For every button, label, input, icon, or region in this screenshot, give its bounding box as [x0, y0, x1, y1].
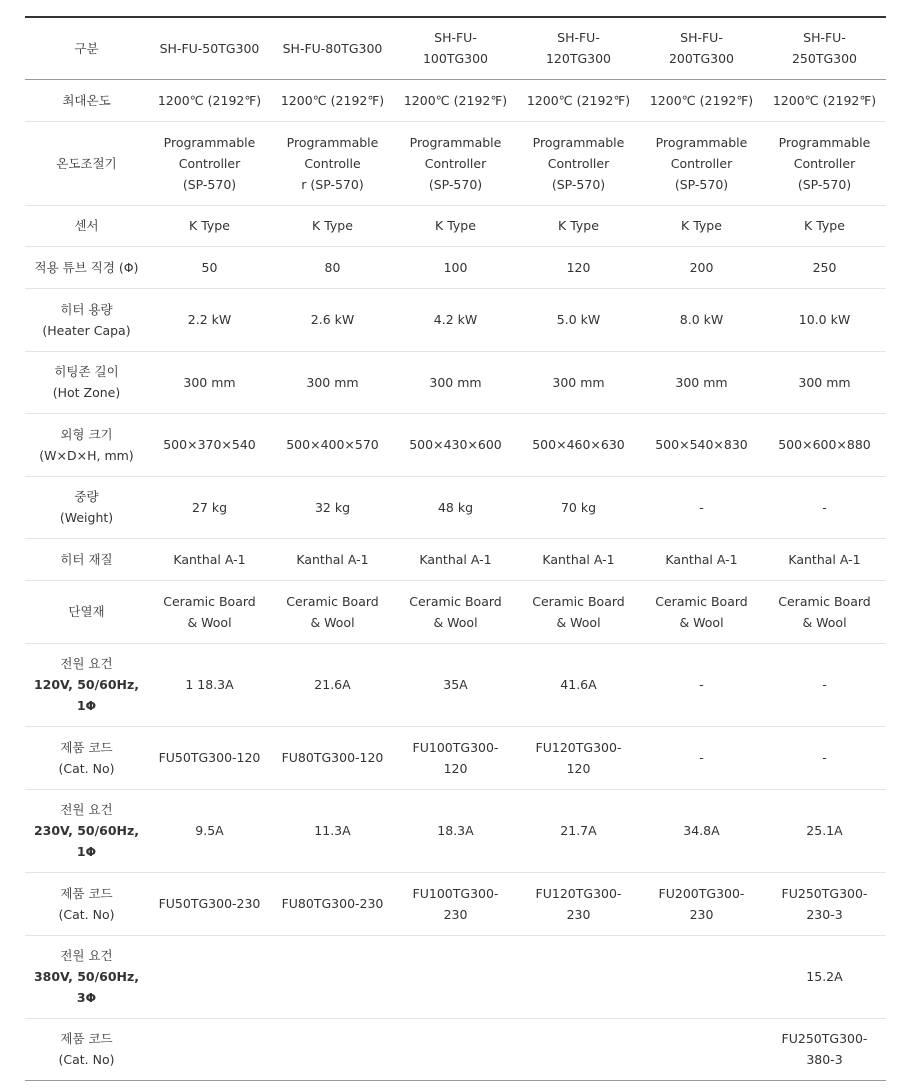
spec-value-cell — [271, 726, 394, 789]
spec-value-cell — [763, 726, 886, 789]
spec-value: 2.6 kW — [310, 312, 355, 327]
spec-row-power-380v — [25, 935, 886, 1018]
spec-value: K Type — [435, 218, 476, 233]
spec-value-cell — [640, 580, 763, 643]
row-label-line: (Heater Capa) — [42, 322, 131, 338]
spec-value: 35A — [443, 677, 468, 692]
spec-value-cell — [394, 789, 517, 872]
spec-value: Programmable — [655, 134, 748, 150]
spec-value-cell — [148, 288, 271, 351]
row-label-line: 중량 — [74, 489, 99, 504]
spec-value: 21.6A — [314, 677, 351, 692]
spec-value: FU250TG300- — [781, 1031, 868, 1046]
spec-value: 300 mm — [183, 374, 236, 390]
spec-value-cell — [763, 538, 886, 580]
row-label-line: 최대온도 — [62, 92, 111, 108]
spec-value-cell — [148, 205, 271, 246]
spec-value-cell — [640, 643, 763, 726]
spec-value: Programmable — [532, 134, 625, 150]
spec-value: Kanthal A-1 — [173, 551, 246, 567]
spec-value-cell — [640, 872, 763, 935]
row-label — [25, 872, 148, 935]
row-label-line: 1Φ — [76, 844, 97, 859]
spec-value: 120 — [566, 259, 591, 275]
row-label — [25, 288, 148, 351]
spec-value: Kanthal A-1 — [419, 551, 492, 567]
spec-value-cell — [763, 643, 886, 726]
spec-row-hot-zone — [25, 351, 886, 413]
spec-value: FU80TG300-230 — [281, 896, 384, 911]
spec-value-cell — [640, 476, 763, 538]
spec-value-cell — [517, 538, 640, 580]
row-label-line: 단열재 — [68, 604, 105, 619]
row-label-line: 적용 튜브 직경 (Φ) — [34, 259, 139, 275]
spec-value: 120 — [566, 760, 591, 776]
spec-value-cell — [763, 205, 886, 246]
model-header — [517, 17, 640, 79]
spec-value-cell — [148, 872, 271, 935]
spec-row-power-230v — [25, 789, 886, 872]
spec-value: 500×400×570 — [286, 437, 379, 452]
spec-value: 80 — [324, 259, 341, 275]
spec-value-cell — [271, 872, 394, 935]
spec-value: - — [822, 750, 827, 765]
spec-row-controller — [25, 121, 886, 205]
row-label-line: (Cat. No) — [58, 906, 115, 922]
model-header — [394, 17, 517, 79]
spec-value: - — [699, 750, 704, 765]
spec-value: 10.0 kW — [798, 312, 851, 327]
spec-value-cell — [271, 643, 394, 726]
row-label — [25, 789, 148, 872]
spec-value: Programmable — [778, 134, 871, 150]
spec-value: 300 mm — [798, 374, 851, 390]
spec-value-cell — [394, 538, 517, 580]
spec-value: 11.3A — [314, 823, 351, 838]
spec-value: Ceramic Board — [286, 593, 379, 609]
spec-value-cell — [148, 538, 271, 580]
spec-value-cell — [148, 580, 271, 643]
spec-value: 1200℃ (2192℉) — [649, 92, 754, 108]
spec-value-cell — [517, 79, 640, 121]
model-name: SH-FU- — [557, 30, 600, 46]
model-name: SH-FU- — [680, 30, 723, 46]
spec-value: 1200℃ (2192℉) — [280, 92, 385, 108]
row-label-line: 1Φ — [76, 698, 97, 713]
spec-value-cell — [763, 246, 886, 288]
spec-value: Programmable — [163, 134, 256, 150]
row-label — [25, 580, 148, 643]
spec-value: FU80TG300-120 — [281, 750, 384, 765]
spec-value: r (SP-570) — [301, 176, 364, 192]
spec-value: 230 — [689, 906, 714, 922]
spec-row-dimensions — [25, 413, 886, 476]
spec-value-cell — [763, 789, 886, 872]
spec-value-cell — [517, 246, 640, 288]
spec-value: 1200℃ (2192℉) — [526, 92, 631, 108]
spec-value: 27 kg — [191, 499, 228, 515]
spec-value-cell — [763, 79, 886, 121]
spec-row-heater-material — [25, 538, 886, 580]
spec-value-cell — [640, 351, 763, 413]
row-label — [25, 205, 148, 246]
spec-value-cell — [517, 351, 640, 413]
spec-value-cell — [271, 935, 394, 1018]
spec-value: (SP-570) — [674, 176, 729, 192]
spec-value-cell — [763, 351, 886, 413]
spec-value: 9.5A — [195, 823, 224, 838]
spec-value: & Wool — [187, 614, 232, 630]
spec-value-cell — [271, 476, 394, 538]
row-label — [25, 1018, 148, 1080]
spec-value-cell — [394, 79, 517, 121]
row-label-line: 전원 요건 — [60, 802, 113, 817]
spec-value-cell — [640, 79, 763, 121]
spec-value: K Type — [558, 218, 599, 233]
spec-value-cell — [640, 413, 763, 476]
spec-value-cell — [394, 726, 517, 789]
spec-value: 380-3 — [806, 1052, 843, 1067]
spec-value-cell — [271, 1018, 394, 1080]
spec-value-cell — [394, 351, 517, 413]
spec-value: 1200℃ (2192℉) — [772, 92, 877, 108]
spec-value-cell — [271, 538, 394, 580]
spec-value-cell — [394, 935, 517, 1018]
spec-value: K Type — [681, 218, 722, 233]
row-label-line: (W×D×H, mm) — [39, 447, 134, 463]
spec-value: 2.2 kW — [187, 312, 232, 327]
spec-value: & Wool — [802, 614, 847, 630]
spec-value: FU100TG300- — [412, 885, 499, 901]
spec-value-cell — [640, 726, 763, 789]
spec-value: 500×370×540 — [163, 437, 256, 452]
spec-value-cell — [271, 205, 394, 246]
spec-value-cell — [148, 1018, 271, 1080]
spec-value-cell — [517, 726, 640, 789]
spec-value: 18.3A — [437, 823, 474, 838]
spec-value-cell — [394, 288, 517, 351]
spec-value: 1200℃ (2192℉) — [157, 92, 262, 108]
row-label — [25, 413, 148, 476]
spec-value-cell — [640, 538, 763, 580]
spec-value: 34.8A — [683, 823, 720, 838]
model-name: SH-FU-80TG300 — [282, 40, 383, 56]
spec-value: 500×540×830 — [655, 437, 748, 452]
row-label-line: 제품 코드 — [60, 1031, 113, 1046]
row-label-line: 제품 코드 — [60, 739, 113, 755]
spec-value: Kanthal A-1 — [665, 551, 738, 567]
spec-value: 25.1A — [806, 823, 843, 838]
spec-value-cell — [148, 935, 271, 1018]
spec-value: Ceramic Board — [163, 593, 256, 609]
spec-value-cell — [640, 246, 763, 288]
spec-value-cell — [148, 476, 271, 538]
spec-value: 4.2 kW — [433, 312, 478, 327]
spec-value-cell — [763, 1018, 886, 1080]
spec-value: 500×460×630 — [532, 437, 625, 452]
spec-row-power-120v — [25, 643, 886, 726]
spec-value: 48 kg — [437, 499, 474, 515]
spec-value-cell — [517, 643, 640, 726]
spec-value: (SP-570) — [551, 176, 606, 192]
spec-value-cell — [394, 413, 517, 476]
row-label-line: 전원 요건 — [60, 656, 113, 671]
spec-body — [25, 79, 886, 1080]
spec-value-cell — [640, 789, 763, 872]
spec-value: Programmable — [286, 134, 379, 150]
row-label — [25, 476, 148, 538]
row-label-line: 3Φ — [76, 990, 97, 1005]
row-label — [25, 79, 148, 121]
spec-value-cell — [394, 121, 517, 205]
spec-value-cell — [271, 246, 394, 288]
spec-row-sensor — [25, 205, 886, 246]
spec-value: K Type — [189, 218, 230, 233]
row-label-line: 120V, 50/60Hz, — [33, 677, 140, 692]
model-name: 120TG300 — [545, 51, 612, 67]
spec-value: (SP-570) — [797, 176, 852, 192]
spec-value: Controller — [424, 155, 487, 171]
row-label — [25, 935, 148, 1018]
row-label-line: 온도조절기 — [56, 155, 117, 171]
spec-row-tube-diameter — [25, 246, 886, 288]
spec-value: Ceramic Board — [532, 593, 625, 609]
spec-value: 500×430×600 — [409, 437, 502, 452]
spec-value: Kanthal A-1 — [788, 551, 861, 567]
model-name: 200TG300 — [668, 51, 735, 67]
spec-value: 32 kg — [314, 499, 351, 515]
spec-value: & Wool — [433, 614, 478, 630]
spec-value-cell — [148, 726, 271, 789]
spec-value: - — [822, 499, 827, 515]
spec-value: 70 kg — [560, 499, 597, 515]
spec-value: K Type — [804, 218, 845, 233]
spec-value: - — [699, 677, 704, 692]
spec-row-heater-capa — [25, 288, 886, 351]
spec-value-cell — [148, 643, 271, 726]
spec-value-cell — [148, 413, 271, 476]
spec-value-cell — [517, 288, 640, 351]
spec-value: 120 — [443, 760, 468, 776]
row-label — [25, 643, 148, 726]
row-label-line: (Cat. No) — [58, 1052, 115, 1067]
spec-value: 1 18.3A — [185, 677, 234, 692]
spec-value-cell — [640, 1018, 763, 1080]
spec-value-cell — [271, 121, 394, 205]
spec-value-cell — [517, 413, 640, 476]
spec-value-cell — [394, 476, 517, 538]
row-label-line: 380V, 50/60Hz, — [33, 969, 140, 984]
spec-value-cell — [394, 246, 517, 288]
spec-value: Kanthal A-1 — [542, 551, 615, 567]
spec-value-cell — [517, 789, 640, 872]
spec-value: 1200℃ (2192℉) — [403, 92, 508, 108]
spec-value-cell — [517, 872, 640, 935]
row-label-line: 히터 재질 — [60, 551, 113, 567]
spec-value: 200 — [689, 259, 714, 275]
spec-value: 5.0 kW — [556, 312, 601, 327]
spec-value: FU50TG300-230 — [158, 896, 261, 911]
spec-value-cell — [148, 121, 271, 205]
spec-value: FU200TG300- — [658, 885, 745, 901]
spec-value: Controller — [547, 155, 610, 171]
spec-value: FU100TG300- — [412, 739, 499, 755]
spec-value-cell — [394, 872, 517, 935]
row-label-line: (Hot Zone) — [52, 385, 121, 400]
spec-value-cell — [640, 205, 763, 246]
spec-value-cell — [763, 121, 886, 205]
spec-value-cell — [763, 413, 886, 476]
spec-value: FU120TG300- — [535, 885, 622, 901]
spec-value: 300 mm — [675, 374, 728, 390]
model-name: SH-FU-50TG300 — [159, 40, 260, 56]
row-label-line: 히팅존 길이 — [54, 364, 119, 379]
spec-row-weight — [25, 476, 886, 538]
spec-value: Programmable — [409, 134, 502, 150]
row-label-line: 센서 — [74, 218, 99, 233]
header-label: 구분 — [74, 40, 99, 56]
model-header — [640, 17, 763, 79]
spec-row-insulation — [25, 580, 886, 643]
spec-value: Ceramic Board — [778, 593, 871, 609]
spec-value: Kanthal A-1 — [296, 551, 369, 567]
spec-value-cell — [394, 643, 517, 726]
row-label-line: (Cat. No) — [58, 760, 115, 776]
spec-value-cell — [148, 246, 271, 288]
spec-value-cell — [148, 79, 271, 121]
spec-table-container — [25, 16, 885, 1081]
row-label-line: 히터 용량 — [60, 301, 113, 317]
spec-value-cell — [517, 476, 640, 538]
spec-value-cell — [517, 1018, 640, 1080]
spec-value: (SP-570) — [182, 176, 237, 192]
spec-value: Controller — [670, 155, 733, 171]
spec-value: Ceramic Board — [409, 593, 502, 609]
spec-table — [25, 16, 886, 1081]
spec-value: 8.0 kW — [679, 312, 724, 327]
spec-value-cell — [148, 789, 271, 872]
spec-value: FU250TG300- — [781, 885, 868, 901]
spec-value-cell — [517, 580, 640, 643]
spec-value-cell — [394, 580, 517, 643]
spec-value: & Wool — [679, 614, 724, 630]
spec-value-cell — [640, 121, 763, 205]
row-label — [25, 121, 148, 205]
spec-value-cell — [271, 79, 394, 121]
spec-value-cell — [640, 288, 763, 351]
spec-value-cell — [148, 351, 271, 413]
spec-value-cell — [763, 476, 886, 538]
spec-value-cell — [640, 935, 763, 1018]
model-name: 250TG300 — [791, 51, 858, 67]
spec-value: 300 mm — [429, 374, 482, 390]
spec-value: Controller — [793, 155, 856, 171]
model-header — [763, 17, 886, 79]
spec-value-cell — [517, 121, 640, 205]
row-label-line: 제품 코드 — [60, 885, 113, 901]
spec-value: FU120TG300- — [535, 739, 622, 755]
row-label-line: (Weight) — [59, 510, 114, 525]
spec-value-cell — [271, 288, 394, 351]
spec-value-cell — [763, 288, 886, 351]
spec-value: FU50TG300-120 — [158, 750, 261, 765]
spec-value: K Type — [312, 218, 353, 233]
spec-value: 300 mm — [552, 374, 605, 390]
row-label — [25, 726, 148, 789]
spec-value-cell — [271, 413, 394, 476]
spec-value: Ceramic Board — [655, 593, 748, 609]
spec-value: 300 mm — [306, 374, 359, 390]
model-name: SH-FU- — [434, 30, 477, 46]
model-header — [271, 17, 394, 79]
spec-value: 230 — [566, 906, 591, 922]
spec-value: 100 — [443, 259, 468, 275]
row-label-line: 230V, 50/60Hz, — [33, 823, 140, 838]
row-label-line: 외형 크기 — [60, 426, 113, 442]
spec-value-cell — [517, 205, 640, 246]
spec-value: & Wool — [556, 614, 601, 630]
row-label — [25, 246, 148, 288]
model-header — [148, 17, 271, 79]
spec-value: 500×600×880 — [778, 437, 871, 452]
spec-value: 230 — [443, 906, 468, 922]
row-label — [25, 351, 148, 413]
spec-value: 15.2A — [806, 969, 843, 984]
spec-value: & Wool — [310, 614, 355, 630]
spec-value: 21.7A — [560, 823, 597, 838]
spec-value-cell — [271, 351, 394, 413]
spec-value: 41.6A — [560, 677, 597, 692]
spec-value: - — [822, 677, 827, 692]
spec-value: 250 — [812, 259, 837, 275]
spec-value-cell — [271, 580, 394, 643]
model-name: SH-FU- — [803, 30, 846, 46]
row-label — [25, 538, 148, 580]
spec-value-cell — [394, 1018, 517, 1080]
spec-value: 50 — [201, 259, 218, 275]
spec-value-cell — [271, 789, 394, 872]
spec-value-cell — [394, 205, 517, 246]
spec-value-cell — [763, 935, 886, 1018]
spec-value: 230-3 — [806, 906, 843, 922]
spec-row-cat-230v — [25, 872, 886, 935]
spec-value: - — [699, 499, 704, 515]
spec-value: Controller — [178, 155, 241, 171]
header-row — [25, 17, 886, 79]
spec-value-cell — [517, 935, 640, 1018]
spec-value: (SP-570) — [428, 176, 483, 192]
spec-value-cell — [763, 580, 886, 643]
spec-row-cat-120v — [25, 726, 886, 789]
row-label-line: 전원 요건 — [60, 948, 113, 963]
spec-row-cat-380v — [25, 1018, 886, 1080]
spec-value: Controlle — [304, 155, 361, 171]
spec-value-cell — [763, 872, 886, 935]
model-name: 100TG300 — [422, 51, 489, 67]
spec-row-max-temp — [25, 79, 886, 121]
